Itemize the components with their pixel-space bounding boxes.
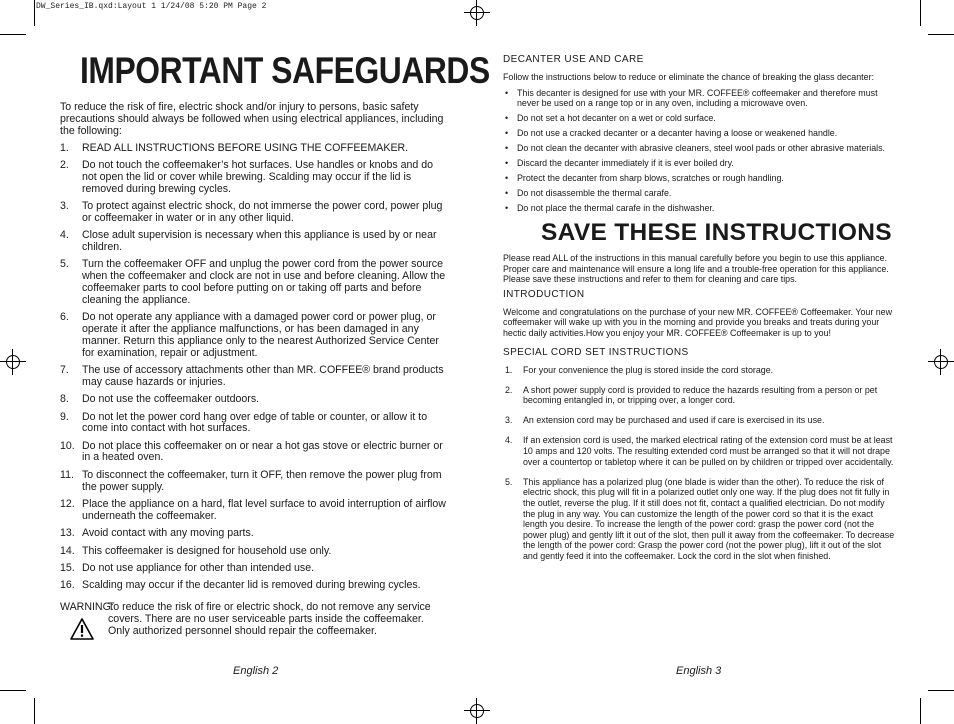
list-item-number: 12. [60, 498, 75, 511]
list-item [60, 365, 448, 389]
warning-triangle-icon [70, 618, 94, 640]
list-item-text: If an extension cord is used, the marked electrical rating of the extension cord must be at least 10 amps and 120 volts. The resulting extended cord must be arranged so that it will not drape over a countertop or tabletop where it can be pulled on by children or tripped over accidentally. [523, 435, 894, 467]
crop-mark [920, 698, 921, 724]
list-item [60, 412, 448, 436]
list-item-number: 7. [60, 363, 69, 376]
list-item-text: Close adult supervision is necessary when this appliance is used by or near children. [82, 229, 437, 253]
list-item [503, 415, 898, 426]
crop-mark [34, 0, 35, 26]
page-footer-left: English 2 [233, 665, 279, 677]
list-item-number: 1. [505, 364, 513, 375]
list-item-text: Do not use the coffeemaker outdoors. [82, 393, 260, 406]
list-item-text: Turn the coffeemaker OFF and unplug the power cord from the power source when the coffeemaker and clock are not in use and before cleaning. Allow the coffeemaker parts to cool before putting on or taking off parts and before cleaning the appliance. [82, 258, 446, 306]
list-item [503, 435, 898, 467]
crop-mark [0, 34, 26, 35]
list-item-text: To disconnect the coffeemaker, turn it OFF, then remove the power plug from the power supply. [82, 468, 442, 493]
list-item [60, 259, 448, 306]
bullet-item: • Do not clean the decanter with abrasive cleaners, steel wool pads or other abrasive materials. [503, 143, 898, 153]
save-instructions-text: Please read ALL of the instructions in this manual carefully before you begin to use this appliance. Proper care and maintenance will ensure a long life and a trouble-free operation for this appliance. Please save these instructions and refer to them for cleaning and care tips. [503, 253, 889, 285]
right-page [503, 54, 898, 571]
left-page [60, 50, 490, 638]
crop-mark [0, 690, 26, 691]
list-item [60, 160, 448, 195]
decanter-intro: Follow the instructions below to reduce or eliminate the chance of breaking the glass decanter: [503, 72, 874, 82]
list-item-text: Do not touch the coffeemaker’s hot surfaces. Use handles or knobs and do not open the lid or cover while brewing. Scalding may occur if the lid is removed during brewing cycles. [82, 159, 433, 195]
list-item [60, 563, 448, 575]
bullet-item: • This decanter is designed for use with your MR. COFFEE® coffeemaker and therefore must never be used on a range top or in any oven, including a microwave oven. [503, 88, 898, 109]
list-item [60, 201, 448, 225]
bullet-item: • Discard the decanter immediately if it is ever boiled dry. [503, 158, 898, 168]
save-instructions-title: SAVE THESE INSTRUCTIONS [541, 219, 892, 246]
list-item-text: This coffeemaker is designed for household use only. [82, 544, 332, 557]
file-header: DW_Series_IB.qxd:Layout 1 1/24/08 5:20 PM Page 2 [36, 2, 267, 11]
list-item [60, 312, 448, 359]
registration-mark-icon [928, 349, 954, 375]
list-item-text: Do not let the power cord hang over edge of table or counter, or allow it to come into contact with hot surfaces. [82, 410, 428, 435]
list-item-number: 13. [60, 527, 75, 540]
list-item-number: 8. [60, 393, 69, 406]
warning-label: WARNING: [60, 601, 114, 614]
cord-list [503, 365, 898, 562]
bullet-item: • Do not set a hot decanter on a wet or cold surface. [503, 113, 898, 123]
list-item-number: 1. [60, 141, 69, 154]
list-item-number: 9. [60, 410, 69, 423]
introduction-text: Welcome and congratulations on the purchase of your new MR. COFFEE® Coffeemaker. Your new coffeemaker will wake up with you in the morning and provide you breaks and treats during your hectic daily activities.How you enjoy your MR. COFFEE® Coffeemaker is up to you! [503, 306, 893, 338]
bullet-item: • Do not use a cracked decanter or a decanter having a loose or weakened handle. [503, 128, 898, 138]
list-item-number: 3. [60, 199, 69, 212]
intro-paragraph: To reduce the risk of fire, electric shock and/or injury to persons, basic safety precautions should always be followed when using electrical appliances, including the following: [60, 101, 444, 138]
list-item-text: For your convenience the plug is stored inside the cord storage. [523, 364, 774, 375]
list-item-number: 3. [505, 415, 513, 426]
list-item-text: The use of accessory attachments other than MR. COFFEE® brand products may cause hazards or injuries. [82, 363, 444, 388]
list-item-text: Do not use appliance for other than intended use. [82, 562, 315, 575]
list-item-number: 4. [60, 229, 69, 242]
list-item-number: 15. [60, 562, 75, 575]
list-item-text: Avoid contact with any moving parts. [82, 527, 254, 540]
list-item [60, 499, 448, 523]
list-item-number: 4. [505, 435, 513, 446]
decanter-list [503, 88, 898, 214]
list-item [503, 477, 898, 562]
crop-mark [920, 0, 921, 26]
list-item-number: 5. [505, 476, 513, 487]
registration-mark-icon [0, 349, 26, 375]
crop-mark [928, 690, 954, 691]
list-item [60, 580, 448, 592]
list-item-text: Do not place this coffeemaker on or near a hot gas stove or electric burner or in a heated oven. [82, 439, 443, 464]
list-item-text: READ ALL INSTRUCTIONS BEFORE USING THE COFFEEMAKER. [82, 141, 409, 154]
registration-mark-icon [464, 698, 490, 724]
list-item-text: Scalding may occur if the decanter lid is removed during brewing cycles. [82, 579, 421, 592]
warning-block [60, 602, 448, 637]
registration-mark-icon [464, 0, 490, 26]
crop-mark [34, 698, 35, 724]
list-item-number: 10. [60, 439, 75, 452]
list-item [60, 143, 448, 155]
bullet-item: • Do not place the thermal carafe in the dishwasher. [503, 203, 898, 213]
list-item [503, 365, 898, 376]
list-item-number: 2. [60, 159, 69, 171]
list-item-number: 5. [60, 258, 69, 271]
list-item [60, 528, 448, 540]
list-item [60, 546, 448, 558]
list-item [60, 470, 448, 494]
list-item-number: 2. [505, 384, 513, 395]
list-item-number: 6. [60, 311, 69, 324]
list-item-number: 11. [60, 468, 74, 481]
cord-heading: SPECIAL CORD SET INSTRUCTIONS [503, 346, 689, 358]
safeguards-list [60, 143, 448, 593]
list-item [503, 385, 898, 406]
page-title: IMPORTANT SAFEGUARDS [80, 50, 490, 91]
list-item [60, 394, 448, 406]
list-item [60, 441, 448, 465]
list-item [60, 230, 448, 254]
bullet-item: • Protect the decanter from sharp blows, scratches or rough handling. [503, 173, 898, 183]
list-item-text: To protect against electric shock, do not immerse the power cord, power plug or coffeemaker in water or in any other liquid. [82, 199, 443, 224]
bullet-item: • Do not disassemble the thermal carafe. [503, 188, 898, 198]
crop-mark [928, 34, 954, 35]
introduction-heading: INTRODUCTION [503, 288, 585, 300]
list-item-number: 14. [60, 544, 75, 557]
list-item-text: Do not operate any appliance with a damaged power cord or power plug, or operate it after the appliance malfunctions, or has been damaged in any manner. Return this appliance only to the nearest Authorized Service Center for examination, repair or adjustment. [82, 311, 439, 359]
list-item-text: This appliance has a polarized plug (one blade is wider than the other). To reduce the risk of electric shock, this plug will fit in a polarized outlet only one way. If the plug does not fit fully in the outlet, reverse the plug. If it still does not fit, contact a qualified electrician. Do not modify the plug in any way. You can customize the length of the power cord so that it is the exact length you desire. To increase the length of the power cord: grasp the power cord (not the power plug) and gently lift it out of the slot, then pull it away from the coffeemaker. To decrease the length of the power cord: Grasp the power cord (not the power plug), lift it out of the slot and gently feed it into the coffeemaker. Lock the cord in the slot when finished. [523, 476, 895, 561]
list-item-text: An extension cord may be purchased and used if care is exercised in its use. [523, 415, 825, 426]
warning-text: To reduce the risk of fire or electric shock, do not remove any service covers. There are no user serviceable parts inside the coffeemaker. Only authorized personnel should repair the coffeemaker. [108, 601, 431, 637]
page-footer-right: English 3 [676, 665, 722, 677]
list-item-text: Place the appliance on a hard, flat level surface to avoid interruption of airflow underneath the coffeemaker. [82, 498, 446, 522]
list-item-text: A short power supply cord is provided to reduce the hazards resulting from a person or pet becoming entangled in, or tripping over, a longer cord. [523, 384, 878, 406]
decanter-heading: DECANTER USE AND CARE [503, 54, 644, 65]
list-item-number: 16. [60, 579, 75, 592]
